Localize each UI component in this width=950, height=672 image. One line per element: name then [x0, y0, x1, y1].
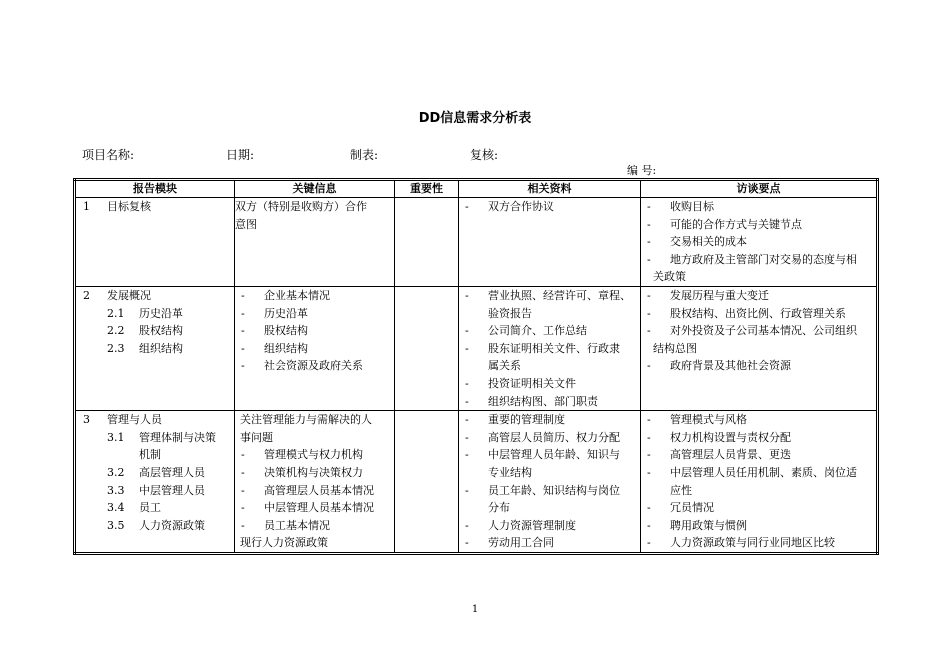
doc-item: 中层管理人员年龄、知识与	[488, 448, 620, 462]
key-info-text: 现行人力资源政策	[240, 536, 328, 550]
interview-item: 政府背景及其他社会资源	[670, 359, 791, 373]
interview-item-cont: 应性	[670, 483, 692, 497]
doc-item-cont: 分布	[488, 501, 510, 515]
sub-name: 中层管理人员	[139, 483, 205, 497]
sub-name-cont: 机制	[139, 448, 161, 462]
serial-number-label: 编 号:	[627, 164, 657, 177]
key-info-cell: - 企业基本情况 - 历史沿革 - 股权结构 - 组织结构 - 社会资源及政府关系	[235, 286, 395, 410]
sub-number: 2.2	[107, 324, 125, 338]
sub-name: 股权结构	[139, 324, 183, 338]
doc-item: 双方合作协议	[488, 200, 554, 213]
table-header-row	[75, 180, 878, 198]
interview-item: 股权结构、出资比例、行政管理关系	[670, 306, 846, 320]
dd-info-table	[73, 178, 879, 555]
key-info-text: 意图	[235, 217, 257, 231]
doc-item: 高管层人员简历、权力分配	[488, 430, 620, 444]
header-related-docs: 相关资料	[459, 180, 641, 198]
module-cell	[75, 411, 235, 554]
key-item: 高管理层人员基本情况	[264, 483, 374, 497]
doc-item: 人力资源管理制度	[488, 518, 576, 532]
interview-item: 交易相关的成本	[670, 235, 747, 249]
key-item: 社会资源及政府关系	[264, 359, 363, 373]
document-title: DD信息需求分析表	[418, 111, 532, 126]
doc-item-cont: 属关系	[488, 359, 521, 373]
header-importance: 重要性	[395, 180, 459, 198]
sub-number: 2.3	[107, 341, 125, 355]
sub-number: 3.2	[107, 465, 125, 479]
key-info-text: 双方（特别是收购方）合作	[235, 200, 367, 213]
sub-name: 员工	[139, 501, 161, 515]
doc-item: 劳动用工合同	[488, 536, 554, 550]
key-item: 组织结构	[264, 341, 308, 355]
interview-item: 收购目标	[670, 200, 714, 213]
importance-cell	[395, 411, 459, 554]
sub-number: 3.4	[107, 501, 125, 515]
interview-item-cont: 关政策	[653, 270, 686, 284]
sub-number: 3.5	[107, 518, 125, 532]
interview-item: 地方政府及主管部门对交易的态度与相	[670, 252, 857, 266]
interview-item: 对外投资及子公司基本情况、公司组织	[670, 324, 857, 338]
key-info-cell: 关注管理能力与需解决的人 事问题 - 管理模式与权力机构 - 决策机构与决策权力 - 高管理层人员基本情况 - 中层管理人员基本情况 - 员工基本情况 现行人力资源政策	[235, 411, 395, 554]
interview-item: 发展历程与重大变迁	[670, 288, 769, 302]
doc-item: 营业执照、经营许可、章程、	[488, 288, 631, 302]
interview-item: 冗员情况	[670, 501, 714, 515]
module-name: 发展概况	[107, 288, 151, 302]
key-item: 历史沿革	[264, 306, 308, 320]
sub-number: 2.1	[107, 306, 125, 320]
docs-cell: - 双方合作协议	[459, 198, 641, 287]
module-cell	[75, 286, 235, 410]
page-number: 1	[471, 604, 479, 615]
sub-name: 历史沿革	[139, 306, 183, 320]
interview-item: 人力资源政策与同行业同地区比较	[670, 536, 835, 550]
table-row	[75, 198, 878, 287]
header-interview-points: 访谈要点	[641, 180, 878, 198]
module-number: 3	[83, 413, 90, 427]
docs-cell: - 营业执照、经营许可、章程、 验资报告 - 公司简介、工作总结 - 股东证明相关文件、行政隶 属关系 - 投资证明相关文件 - 组织结构图、部门职责	[459, 286, 641, 410]
interview-cell: - 收购目标 - 可能的合作方式与关键节点 - 交易相关的成本 - 地方政府及主管部门对交易的态度与相 关政策	[641, 198, 878, 287]
header-key-info: 关键信息	[235, 180, 395, 198]
doc-item-cont: 验资报告	[488, 306, 532, 320]
interview-item: 权力机构设置与责权分配	[670, 430, 791, 444]
sub-name: 组织结构	[139, 341, 183, 355]
interview-cell: - 管理模式与风格 - 权力机构设置与责权分配 - 高管理层人员背景、更迭 - 中层管理人员任用机制、素质、岗位适 应性 - 冗员情况 - 聘用政策与惯例 - 人力资源政策与同行业同地区比较	[641, 411, 878, 554]
key-item: 股权结构	[264, 324, 308, 338]
module-number: 2	[83, 288, 90, 302]
module-name: 目标复核	[107, 200, 151, 213]
doc-item: 股东证明相关文件、行政隶	[488, 341, 620, 355]
key-item: 中层管理人员基本情况	[264, 501, 374, 515]
sub-name: 管理体制与决策	[139, 430, 216, 444]
importance-cell	[395, 198, 459, 287]
key-item: 企业基本情况	[264, 288, 330, 302]
date-label: 日期:	[226, 148, 255, 162]
key-item: 员工基本情况	[264, 518, 330, 532]
table-row	[75, 286, 878, 410]
interview-item: 可能的合作方式与关键节点	[670, 217, 802, 231]
interview-cell: - 发展历程与重大变迁 - 股权结构、出资比例、行政管理关系 - 对外投资及子公司基本情况、公司组织 结构总图 - 政府背景及其他社会资源	[641, 286, 878, 410]
module-name: 管理与人员	[107, 413, 162, 427]
table-row	[75, 411, 878, 554]
maker-label: 制表:	[350, 148, 379, 162]
module-cell	[75, 198, 235, 287]
key-item: 管理模式与权力机构	[264, 448, 363, 462]
interview-item: 管理模式与风格	[670, 413, 747, 427]
project-name-label: 项目名称:	[82, 148, 135, 162]
header-report-module: 报告模块	[75, 180, 235, 198]
review-label: 复核:	[470, 148, 499, 162]
interview-item-cont: 结构总图	[653, 341, 697, 355]
key-info-cell	[235, 198, 395, 287]
interview-item: 中层管理人员任用机制、素质、岗位适	[670, 465, 857, 479]
key-info-text: 事问题	[240, 430, 273, 444]
doc-item: 投资证明相关文件	[488, 376, 576, 390]
sub-number: 3.3	[107, 483, 125, 497]
interview-item: 聘用政策与惯例	[670, 518, 747, 532]
sub-name: 人力资源政策	[139, 518, 205, 532]
sub-number: 3.1	[107, 430, 125, 444]
key-info-text: 关注管理能力与需解决的人	[240, 413, 372, 427]
module-number: 1	[83, 200, 90, 213]
sub-name: 高层管理人员	[139, 465, 205, 479]
doc-item: 组织结构图、部门职责	[488, 394, 598, 408]
doc-item: 公司简介、工作总结	[488, 324, 587, 338]
doc-item: 员工年龄、知识结构与岗位	[488, 483, 620, 497]
docs-cell: - 重要的管理制度 - 高管层人员简历、权力分配 - 中层管理人员年龄、知识与 专业结构 - 员工年龄、知识结构与岗位 分布 - 人力资源管理制度 - 劳动用工合同	[459, 411, 641, 554]
doc-item: 重要的管理制度	[488, 413, 565, 427]
doc-item-cont: 专业结构	[488, 465, 532, 479]
interview-item: 高管理层人员背景、更迭	[670, 448, 791, 462]
key-item: 决策机构与决策权力	[264, 465, 363, 479]
importance-cell	[395, 286, 459, 410]
